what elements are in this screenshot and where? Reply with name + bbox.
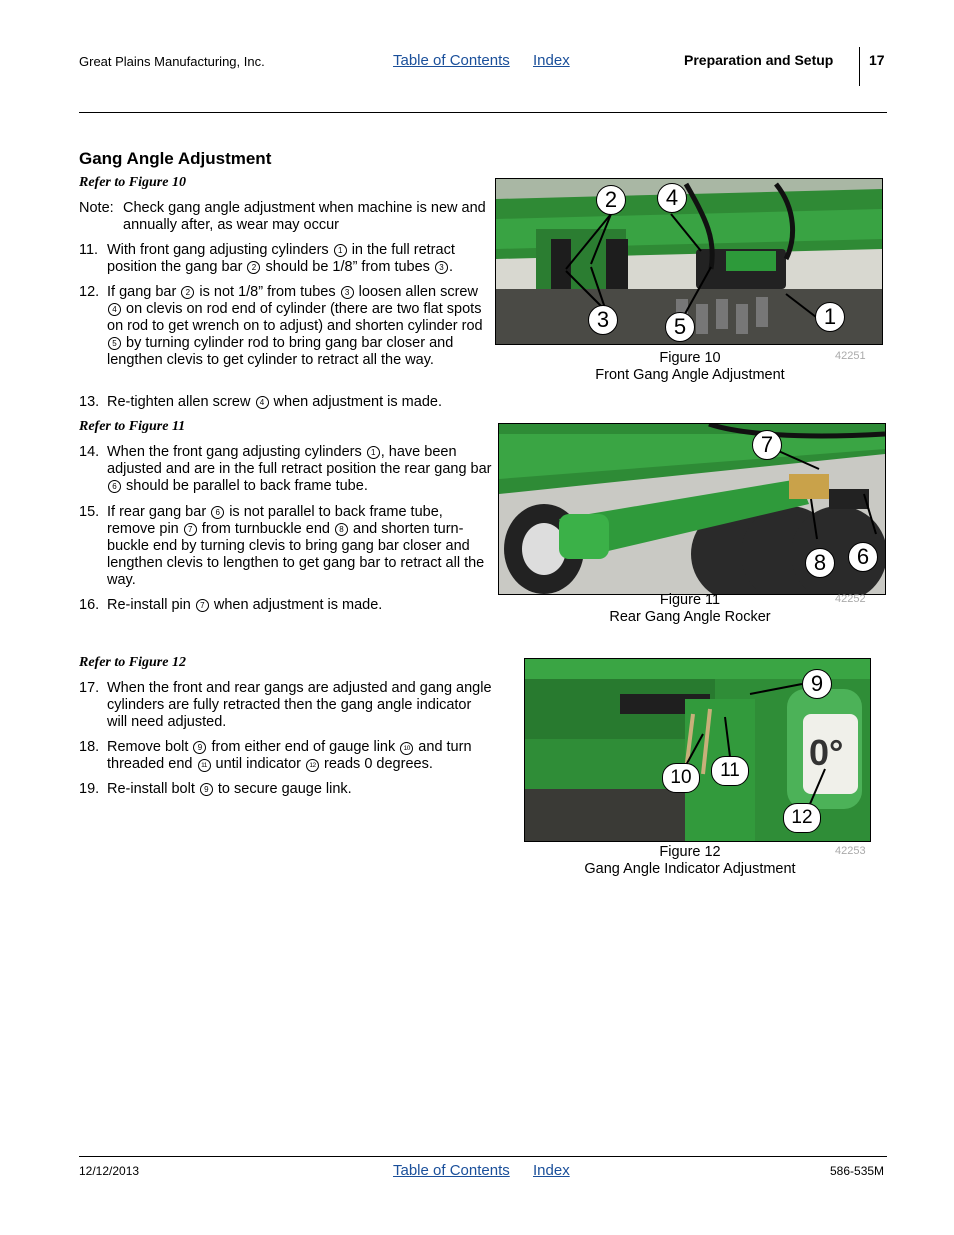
callout-9: 9	[802, 669, 832, 699]
section-title: Gang Angle Adjustment	[79, 149, 272, 168]
circled-number-6: 6	[211, 506, 224, 519]
footer-index-link[interactable]: Index	[533, 1162, 570, 1179]
circled-number-2: 2	[247, 261, 260, 274]
step-text: If rear gang bar 6 is not parallel to back frame tube, remove pin 7 from turnbuckle end 8 and shorten turn-buckle end by turning clevis to bring gang bar closer and lengthen clevis to lengthen to get gang bar to retract all the way.	[107, 504, 485, 588]
callout-1: 1	[815, 302, 845, 332]
ref-figure-12: Refer to Figure 12	[79, 655, 186, 670]
document-number: 586-535M	[830, 1164, 885, 1178]
step-number: 16.	[79, 597, 100, 613]
callout-2: 2	[596, 185, 626, 215]
footer-date: 12/12/2013	[79, 1164, 140, 1178]
circled-number-5: 5	[108, 337, 121, 350]
circled-number-7: 7	[196, 599, 209, 612]
callout-11: 11	[711, 756, 749, 786]
note-text: Check gang angle adjustment when machine is new and annually after, as wear may occur	[123, 200, 486, 233]
section-name: Preparation and Setup	[684, 52, 834, 68]
callout-3: 3	[588, 305, 618, 335]
figure-12-label: Figure 12	[659, 844, 721, 860]
circled-number-3: 3	[341, 286, 354, 299]
figure-10-photo-id: 42251	[835, 350, 866, 362]
figure-10-caption: Front Gang Angle Adjustment	[595, 367, 785, 383]
figure-10-label: Figure 10	[659, 350, 721, 366]
circled-number-3: 3	[435, 261, 448, 274]
step-number: 14.	[79, 444, 100, 460]
step-number: 19.	[79, 781, 100, 797]
circled-number-1: 1	[367, 446, 380, 459]
step-text: Re-install bolt 9 to secure gauge link.	[107, 781, 352, 797]
step-text: If gang bar 2 is not 1/8” from tubes 3 loosen allen screw 4 on clevis on rod end of cylinder (there are two flat spots on rod to get wrench on to adjust) and shorten cylinder rod 5 by turning cylinder rod to bring gang bar closer and lengthen clevis to get cylinder to retract all the way.	[107, 284, 483, 368]
step-text: When the front gang adjusting cylinders 1 , have been adjusted and are in the full retract position the rear gang bar 6 should be parallel to back frame tube.	[107, 444, 492, 494]
circled-number-12: 12	[306, 759, 319, 772]
ref-figure-10: Refer to Figure 10	[79, 175, 186, 190]
circled-number-11: 11	[198, 759, 211, 772]
callout-7: 7	[752, 430, 782, 460]
circled-number-9: 9	[193, 741, 206, 754]
step-number: 15.	[79, 504, 100, 520]
page-number: 17	[869, 52, 885, 68]
header-divider	[859, 47, 860, 86]
circled-number-4: 4	[108, 303, 121, 316]
company-name: Great Plains Manufacturing, Inc.	[79, 54, 265, 69]
step-number: 12.	[79, 284, 100, 300]
step-text: With front gang adjusting cylinders 1 in the full retract position the gang bar 2 should be 1/8” from tubes 3 .	[107, 242, 455, 275]
step-text: When the front and rear gangs are adjusted and gang angle cylinders are fully retracted then the gang angle indicator will need adjusted.	[107, 680, 492, 730]
figure-12-caption: Gang Angle Indicator Adjustment	[584, 861, 796, 877]
figure-11-caption: Rear Gang Angle Rocker	[609, 609, 771, 625]
circled-number-10: 10	[400, 742, 413, 755]
step-number: 11.	[79, 242, 99, 258]
circled-number-7: 7	[184, 523, 197, 536]
footer-rule	[79, 1156, 887, 1157]
step-number: 13.	[79, 394, 100, 410]
callout-12: 12	[783, 803, 821, 833]
callout-10: 10	[662, 763, 700, 793]
callout-4: 4	[657, 183, 687, 213]
step-number: 18.	[79, 739, 100, 755]
footer-table-of-contents-link[interactable]: Table of Contents	[393, 1162, 510, 1179]
figure-11-photo-id: 42252	[835, 593, 866, 605]
ref-figure-11: Refer to Figure 11	[79, 419, 186, 434]
callout-5: 5	[665, 312, 695, 342]
circled-number-6: 6	[108, 480, 121, 493]
figure-11-label: Figure 11	[659, 592, 721, 608]
callout-6: 6	[848, 542, 878, 572]
note-label: Note:	[79, 200, 114, 216]
gauge-reading: 0°	[809, 732, 844, 773]
callout-8: 8	[805, 548, 835, 578]
table-of-contents-link[interactable]: Table of Contents	[393, 52, 510, 69]
step-text: Re-install pin 7 when adjustment is made.	[107, 597, 383, 613]
circled-number-4: 4	[256, 396, 269, 409]
index-link[interactable]: Index	[533, 52, 570, 69]
circled-number-9: 9	[200, 783, 213, 796]
figure-12-photo-id: 42253	[835, 845, 866, 857]
step-text: Re-tighten allen screw 4 when adjustment is made.	[107, 394, 442, 410]
step-text: Remove bolt 9 from either end of gauge link 10 and turn threaded end 11 until indicator 12 reads 0 degrees.	[107, 739, 472, 772]
header-rule	[79, 112, 887, 113]
circled-number-2: 2	[181, 286, 194, 299]
circled-number-8: 8	[335, 523, 348, 536]
circled-number-1: 1	[334, 244, 347, 257]
step-number: 17.	[79, 680, 100, 696]
